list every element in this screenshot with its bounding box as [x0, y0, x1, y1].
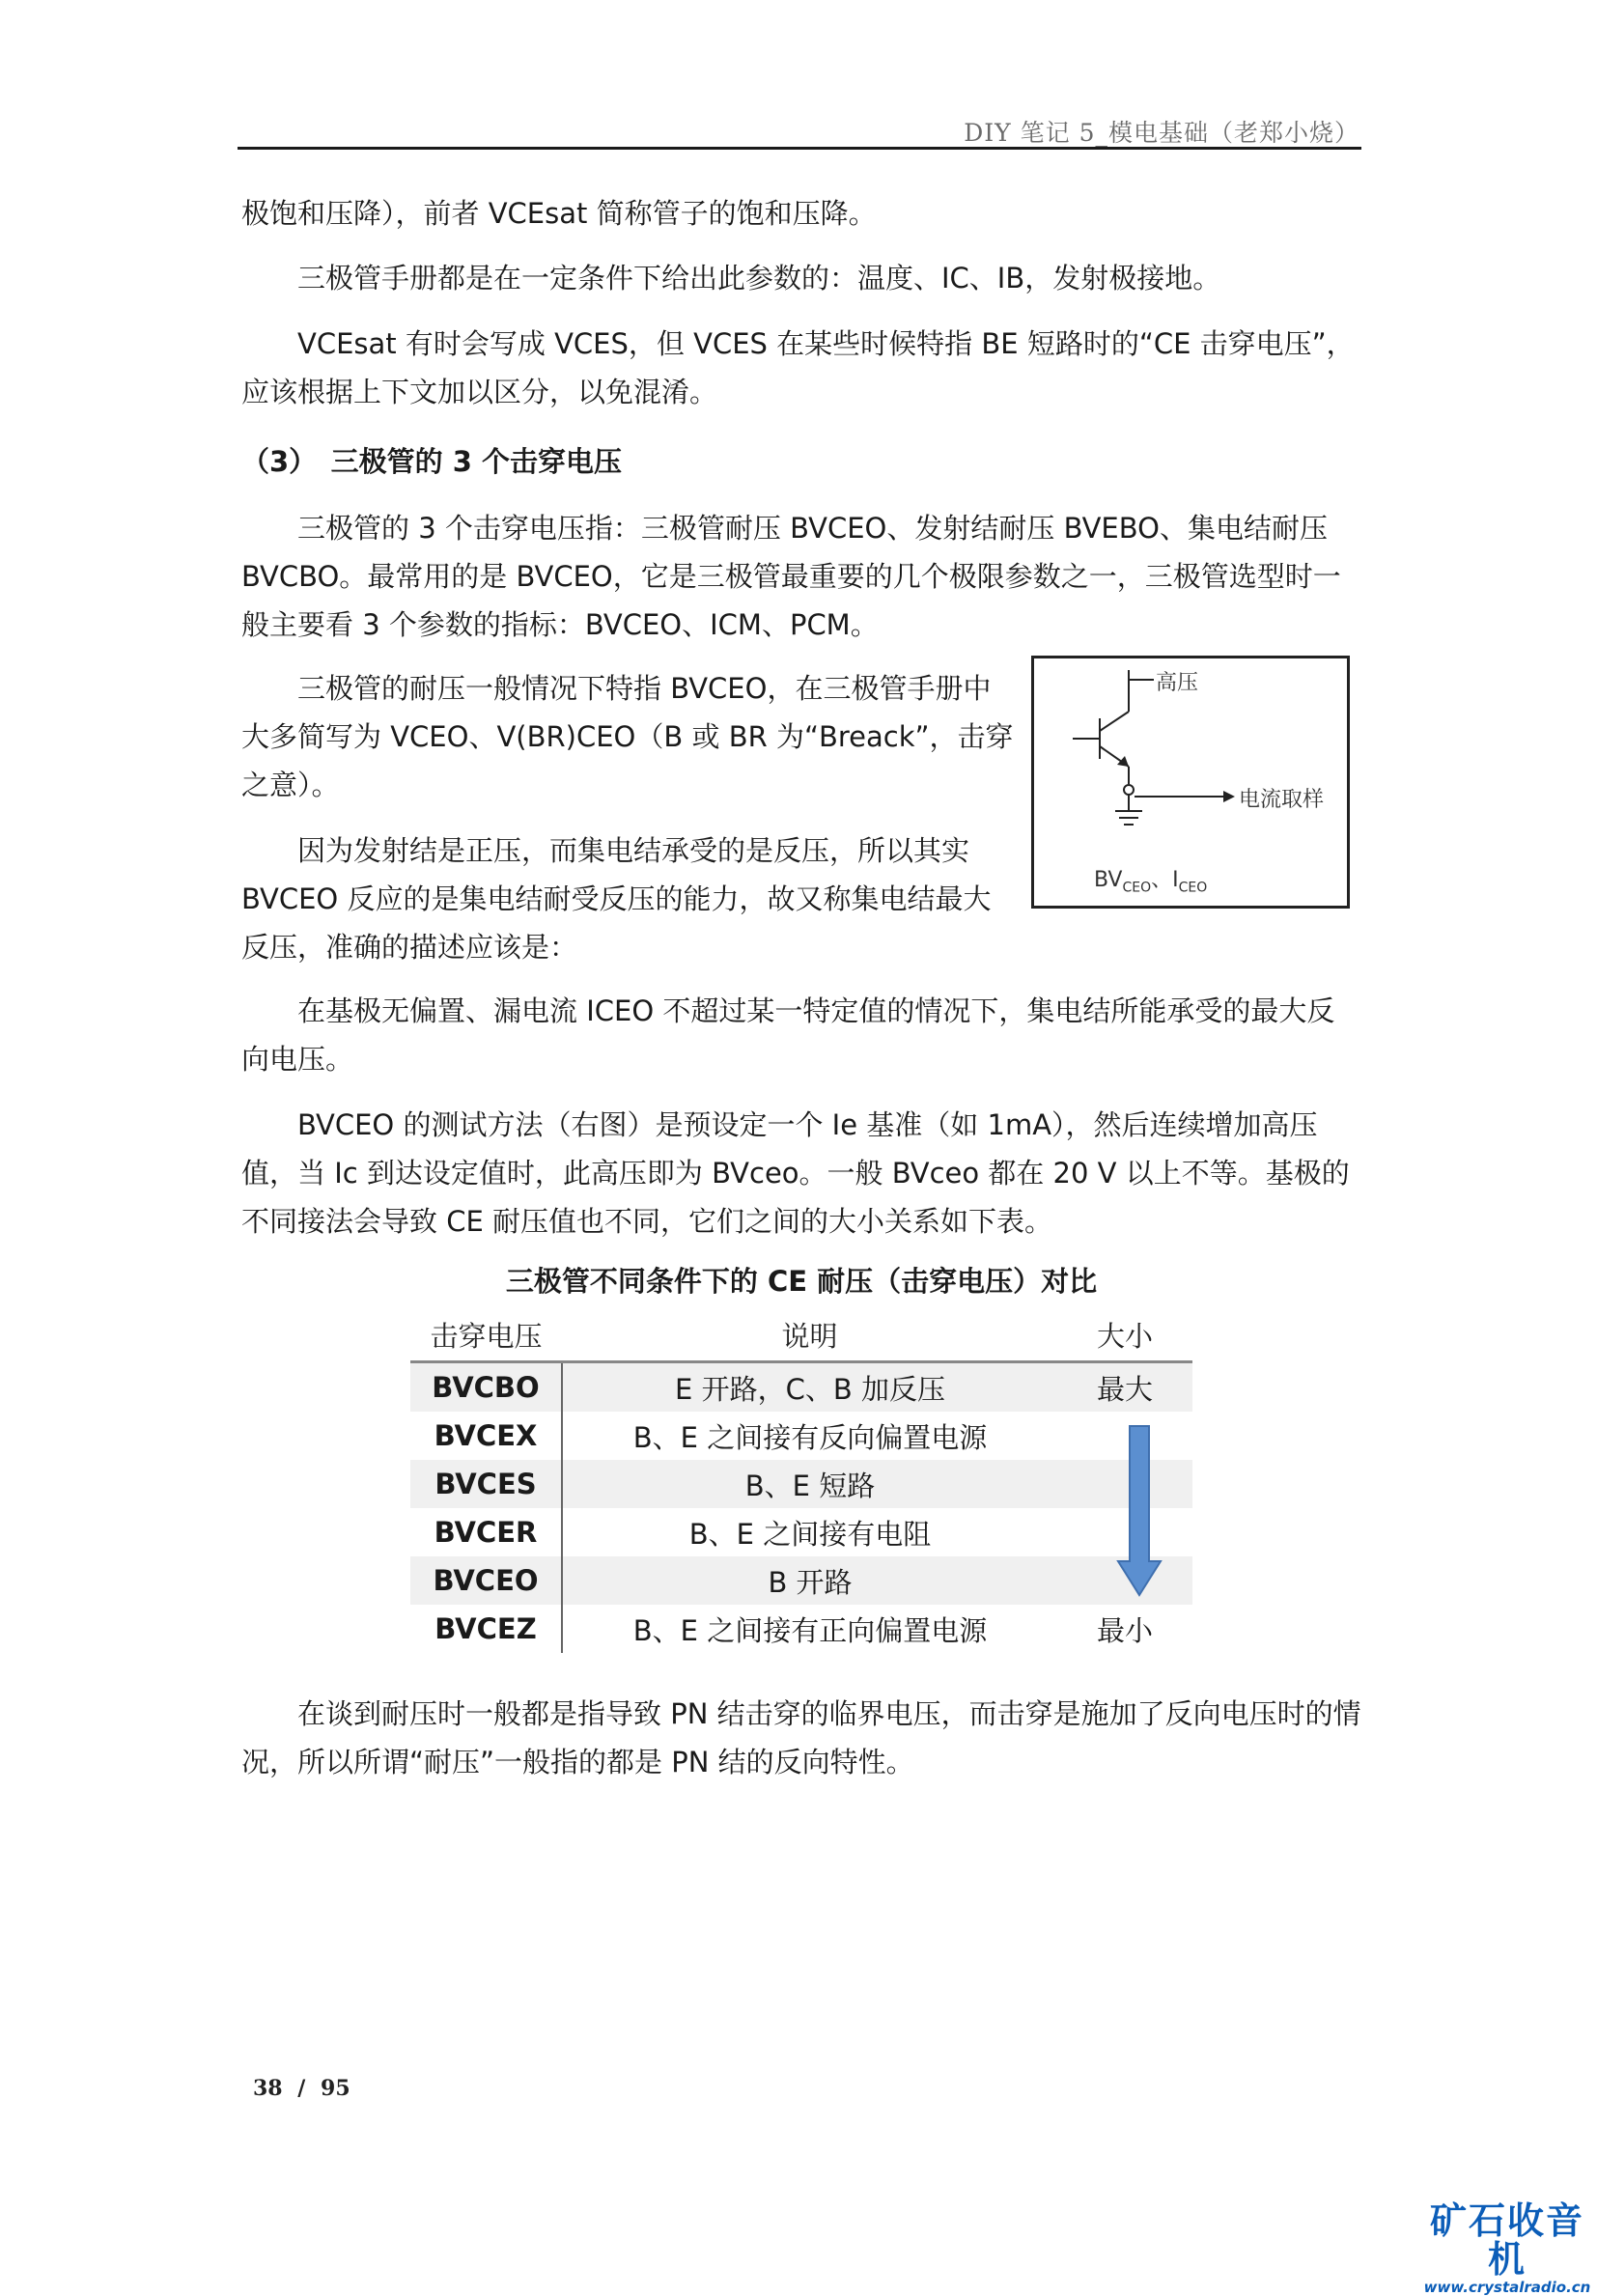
column-header: 说明	[562, 1308, 1057, 1362]
site-watermark	[1417, 2201, 1597, 2296]
cell-voltage: BVCEZ	[410, 1605, 562, 1653]
paragraph-vces-note: VCEsat 有时会写成 VCES，但 VCES 在某些时候特指 BE 短路时的“CE 击穿电压”，应该根据上下文加以区分，以免混淆。	[241, 327, 1355, 408]
paragraph-bvceo-definition: 三极管的耐压一般情况下特指 BVCEO，在三极管手册中大多简写为 VCEO、V(BR)CEO（B 或 BR 为“Breack”，击穿之意）。	[241, 672, 1014, 801]
cell-description: E 开路，C、B 加反压	[562, 1362, 1057, 1413]
column-header: 大小	[1057, 1308, 1192, 1362]
header-divider	[238, 147, 1361, 150]
table-caption: 三极管不同条件下的 CE 耐压（击穿电压）对比	[505, 1265, 1098, 1298]
watermark-logo: 矿石收音机	[1429, 2199, 1584, 2281]
cell-description: B、E 之间接有反向偏置电源	[632, 1420, 988, 1454]
cell-magnitude: 最大	[1057, 1362, 1192, 1413]
cell-voltage: BVCBO	[410, 1362, 562, 1413]
paragraph-three-breakdown: 三极管的 3 个击穿电压指：三极管耐压 BVCEO、发射结耐压 BVEBO、集电结耐压 BVCBO。最常用的是 BVCEO，它是三极管最重要的几个极限参数之一，三极管选型时一般主要看 3 个参数的指标：BVCEO、ICM、PCM。	[241, 512, 1341, 641]
section-heading: （3） 三极管的 3 个击穿电压	[241, 445, 623, 478]
table-row	[410, 1556, 1192, 1605]
down-arrow-icon	[1115, 1424, 1163, 1598]
table-row	[410, 1605, 1192, 1653]
cell-description: B、E 之间接有正向偏置电源	[632, 1613, 988, 1647]
cell-voltage: BVCEO	[410, 1556, 562, 1605]
test-circuit-figure	[1031, 656, 1350, 909]
cell-voltage: BVCES	[410, 1460, 562, 1508]
cell-description: B、E 之间接有电阻	[688, 1517, 932, 1551]
paragraph-withstand-voltage: 在谈到耐压时一般都是指导致 PN 结击穿的临界电压，而击穿是施加了反向电压时的情况，所以所谓“耐压”一般指的都是 PN 结的反向特性。	[241, 1697, 1361, 1778]
table-row	[410, 1362, 1192, 1413]
paragraph-continuation: 极饱和压降），前者 VCEsat 简称管子的饱和压降。	[241, 197, 877, 230]
label-bvceo-iceo: $BV_{CEO}$、$I_{CEO}$	[1094, 868, 1208, 896]
table-row	[410, 1508, 1192, 1556]
label-high-voltage: 高压	[1156, 671, 1199, 695]
cell-voltage: BVCER	[410, 1508, 562, 1556]
cell-description: B 开路	[562, 1556, 1057, 1605]
table-row	[410, 1412, 1192, 1460]
watermark-url: www.crystalradio.cn	[1423, 2279, 1591, 2296]
table-row	[410, 1460, 1192, 1508]
cell-magnitude: 最小	[1096, 1613, 1153, 1647]
paragraph-collector-junction: 因为发射结是正压，而集电结承受的是反压，所以其实 BVCEO 反应的是集电结耐受反压的能力，故又称集电结最大反压，准确的描述应该是：	[241, 834, 992, 964]
label-current-sample: 电流取样	[1239, 788, 1325, 812]
running-header: DIY 笔记 5_模电基础（老郑小烧）	[964, 119, 1359, 147]
table-header-row	[410, 1308, 1192, 1362]
breakdown-comparison-table	[410, 1308, 1192, 1653]
paragraph-precise-description: 在基极无偏置、漏电流 ICEO 不超过某一特定值的情况下，集电结所能承受的最大反向电压。	[241, 994, 1335, 1076]
column-header: 击穿电压	[410, 1308, 562, 1362]
paragraph-test-method: BVCEO 的测试方法（右图）是预设定一个 Ie 基准（如 1mA），然后连续增加高压值，当 Ic 到达设定值时，此高压即为 BVceo。一般 BVceo 都在 20 V 以上不等。基极的不同接法会导致 CE 耐压值也不同，它们之间的大小关系如下表。	[241, 1108, 1350, 1238]
cell-description: B、E 短路	[562, 1460, 1057, 1508]
paragraph-manual-conditions: 三极管手册都是在一定条件下给出此参数的：温度、IC、IB，发射极接地。	[297, 262, 1221, 294]
cell-voltage: BVCEX	[410, 1412, 562, 1460]
page-number: 38 / 95	[253, 2076, 350, 2101]
